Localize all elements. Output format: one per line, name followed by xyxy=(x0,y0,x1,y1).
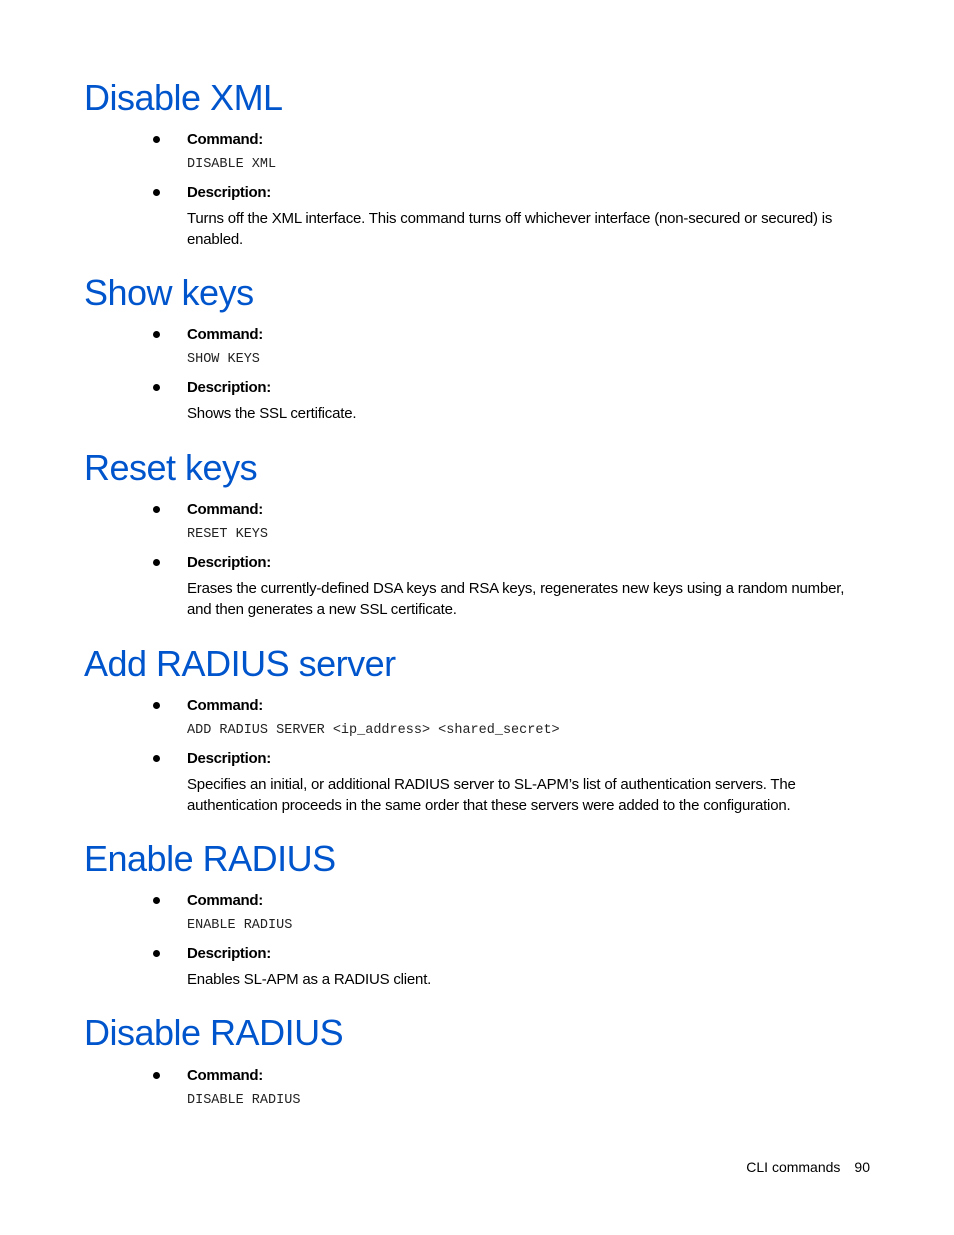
command-label: Command: xyxy=(187,697,263,714)
page-number: 90 xyxy=(854,1159,870,1175)
bullet-icon xyxy=(153,136,160,143)
command-label: Command: xyxy=(187,501,263,518)
section-title: Enable RADIUS xyxy=(84,838,336,879)
command-code: DISABLE XML xyxy=(187,157,277,172)
bullet-icon xyxy=(153,1072,160,1079)
command-code: RESET KEYS xyxy=(187,527,269,542)
section-title: Disable RADIUS xyxy=(84,1012,344,1053)
page-footer xyxy=(746,1158,870,1176)
bullet-icon xyxy=(153,950,160,957)
footer-chapter: CLI commands xyxy=(746,1159,841,1175)
bullet-icon xyxy=(153,702,160,709)
command-label: Command: xyxy=(187,326,263,343)
bullet-icon xyxy=(153,331,160,338)
bullet-icon xyxy=(153,559,160,566)
description-label: Description: xyxy=(187,379,271,396)
description-text: Erases the currently-defined DSA keys and RSA keys, regenerates new keys using a random number, and then generates a new SSL certificate. xyxy=(187,580,845,618)
description-label: Description: xyxy=(187,554,271,571)
description-text: Specifies an initial, or additional RADIUS server to SL-APM’s list of authentication servers. The authentication proceeds in the same order that these servers were added to the configuration. xyxy=(187,776,796,814)
command-label: Command: xyxy=(187,131,263,148)
bullet-icon xyxy=(153,755,160,762)
command-code: SHOW KEYS xyxy=(187,352,260,367)
bullet-icon xyxy=(153,506,160,513)
command-code: ADD RADIUS SERVER <ip_address> <shared_secret> xyxy=(187,723,560,738)
command-code: ENABLE RADIUS xyxy=(187,918,293,933)
description-text: Turns off the XML interface. This command turns off whichever interface (non-secured or secured) is enabled. xyxy=(187,210,833,248)
description-text: Shows the SSL certificate. xyxy=(187,405,357,422)
bullet-icon xyxy=(153,897,160,904)
description-label: Description: xyxy=(187,750,271,767)
description-text: Enables SL-APM as a RADIUS client. xyxy=(187,971,432,988)
section-title: Disable XML xyxy=(84,77,283,118)
bullet-icon xyxy=(153,189,160,196)
section-title: Show keys xyxy=(84,272,254,313)
section-title: Reset keys xyxy=(84,447,258,488)
section-title: Add RADIUS server xyxy=(84,643,396,684)
description-label: Description: xyxy=(187,945,271,962)
command-code: DISABLE RADIUS xyxy=(187,1093,301,1108)
description-label: Description: xyxy=(187,184,271,201)
command-label: Command: xyxy=(187,1067,263,1084)
command-label: Command: xyxy=(187,892,263,909)
bullet-icon xyxy=(153,384,160,391)
